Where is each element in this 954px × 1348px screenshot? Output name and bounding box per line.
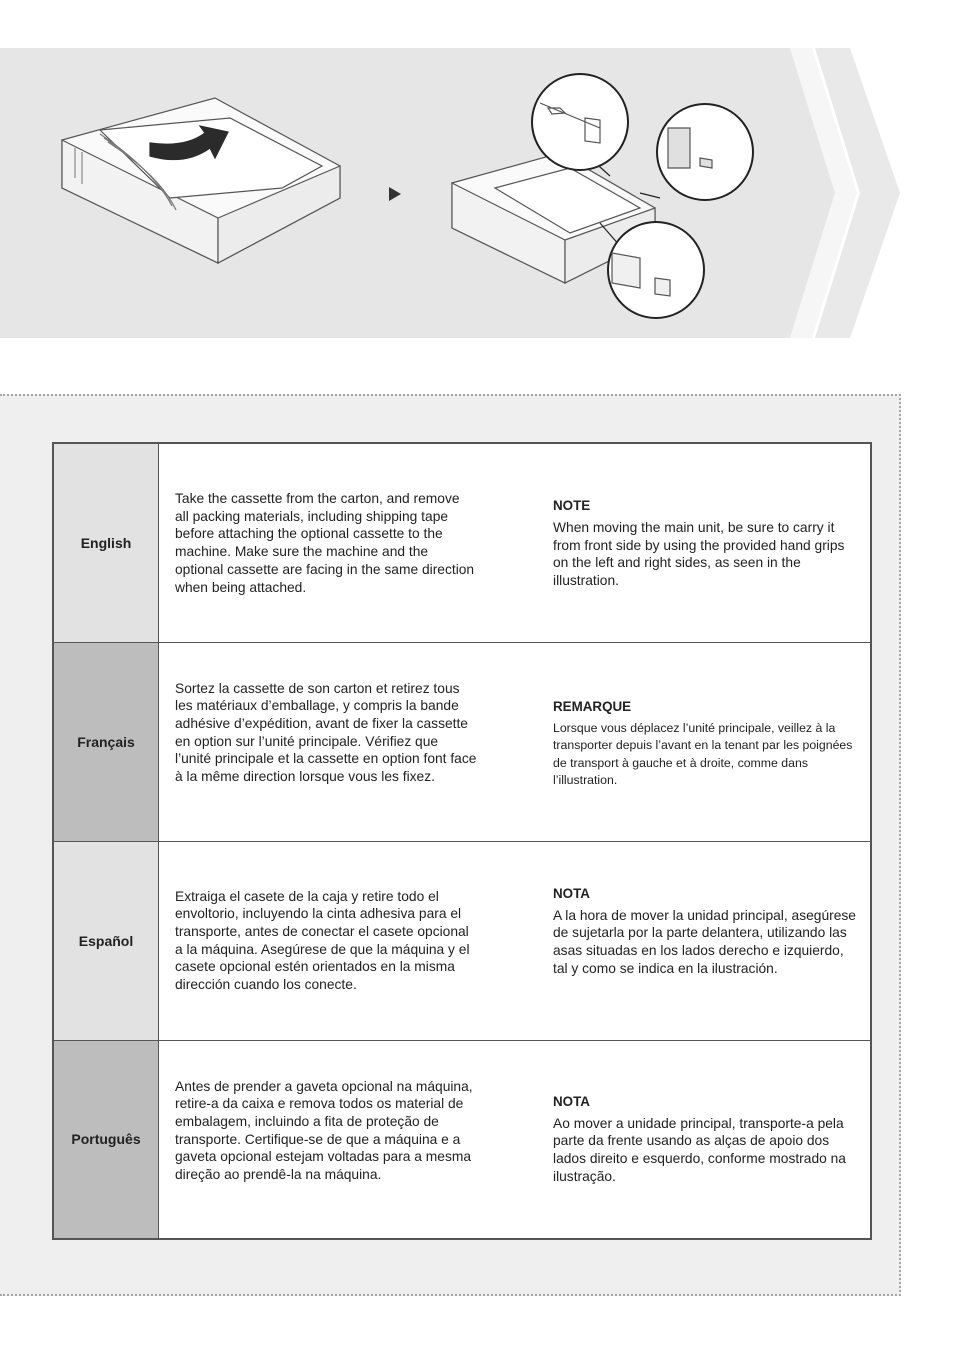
note-block: [553, 1094, 858, 1186]
language-label: English: [53, 443, 159, 642]
note-text: Ao mover a unidade principal, transporte-a pela parte da frente usando as alças de apoio dos lados direito e esquerdo, conforme mostrado na ilustração.: [553, 1115, 846, 1184]
note-title: NOTA: [553, 1093, 590, 1109]
note-block: [553, 699, 858, 790]
table-row: [53, 443, 871, 642]
table-row: [53, 1040, 871, 1239]
note-title: NOTE: [553, 498, 591, 513]
table-row: [53, 841, 871, 1040]
row-body: [159, 841, 872, 1040]
note-text: When moving the main unit, be sure to carry it from front side by using the provided hand grips on the left and right sides, as seen in the illustration.: [553, 520, 845, 589]
language-label: Español: [53, 841, 159, 1040]
note-block: [553, 886, 858, 978]
row-body: [159, 642, 872, 841]
cassette-illustration: [0, 48, 954, 340]
illustration-banner: [0, 48, 954, 340]
note-title: REMARQUE: [553, 698, 632, 714]
instruction-text: Antes de prender a gaveta opcional na máquina, retire-a da caixa e remova todos os material de embalagem, incluindo a fita de proteção de transporte. Certifique-se de que a máquina e a gaveta opcional estejam voltadas para a mesma direção ao prendê-la na máquina.: [175, 1078, 473, 1183]
instruction-text: Extraiga el casete de la caja y retire todo el envoltorio, incluyendo la cinta adhesiva para el transporte, antes de conectar el casete opcional a la máquina. Asegúrese de que la máquina y el casete opcional estén orientados en la misma dirección cuando los conecte.: [175, 888, 470, 993]
instructions-table: [52, 442, 872, 1240]
content-panel: [0, 394, 901, 1296]
instruction-text: Take the cassette from the carton, and remove all packing materials, including shipping tape before attaching the optional cassette to the machine. Make sure the machine and the optional cassette are facing in the same direction when being attached.: [175, 491, 475, 595]
table-row: [53, 642, 871, 841]
note-title: NOTA: [553, 885, 590, 901]
language-label: Français: [53, 642, 159, 841]
instruction-text: Sortez la cassette de son carton et retirez tous les matériaux d’emballage, y compris la bande adhésive d’expédition, avant de fixer la cassette en option sur l’unité principale. Vérifiez que l’unité principale et la cassette en option font face à la même direction lorsque vous les fixez.: [175, 680, 477, 785]
note-text: A la hora de mover la unidad principal, asegúrese de sujetarla por la parte delantera, utilizando las asas situadas en los lados derecho e izquierdo, tal y como se indica en la ilustración.: [553, 907, 856, 976]
note-text: Lorsque vous déplacez l’unité principale, veillez à la transporter depuis l’avant en la tenant par les poignées de transport à gauche et à droite, comme dans l’illustration.: [553, 720, 853, 787]
row-body: [159, 1040, 872, 1239]
row-body: [159, 443, 872, 642]
note-block: [553, 498, 858, 590]
language-label: Português: [53, 1040, 159, 1239]
